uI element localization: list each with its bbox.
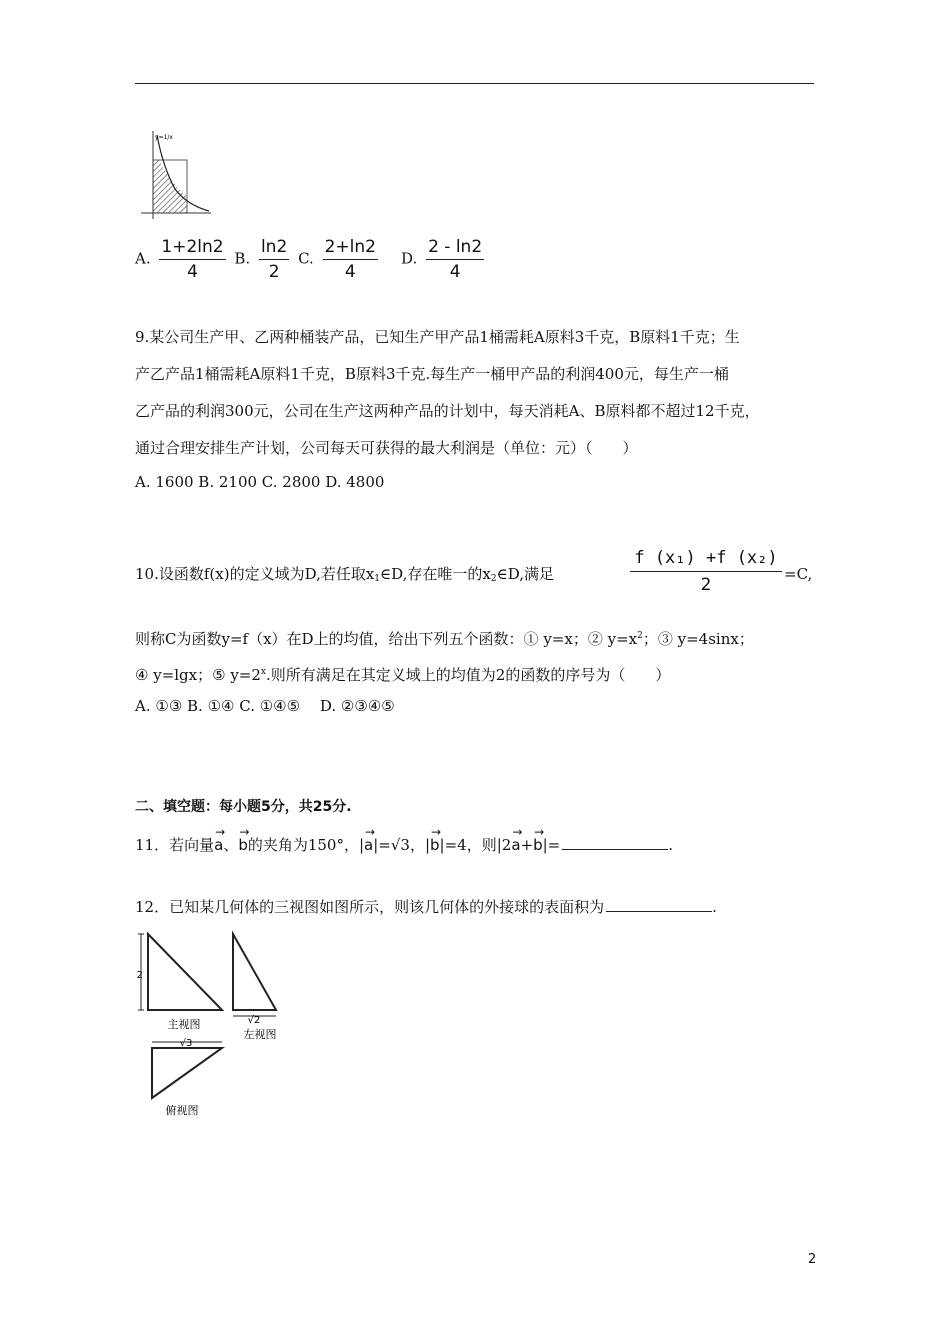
q11-abs-a-tail: |=√3，|: [373, 836, 431, 854]
q10-text-c: ∈D,满足: [496, 565, 554, 583]
q11-abs-vector-b: → b: [430, 830, 440, 856]
q12-period: .: [712, 898, 717, 916]
header-rule: [135, 83, 814, 84]
q11-line: [135, 830, 673, 856]
q11-plus: +: [520, 836, 534, 854]
q10-options: A. ①③ B. ①④ C. ①④⑤ D. ②③④⑤: [135, 697, 395, 715]
q9-line-4: 通过合理安排生产计划，公司每天可获得的最大利润是（单位：元）（ ）: [135, 439, 638, 457]
q10-text-b: ∈D,存在唯一的x: [380, 565, 491, 583]
q11-sum-vector-b: → b: [533, 830, 543, 856]
q10-text-d: 则称C为函数y=f（x）在D上的均值，给出下列五个函数：① y=x；② y=x: [135, 630, 638, 648]
q9-line-3: 乙产品的利润300元，公司在生产这两种产品的计划中，每天消耗A、B原料都不超过12千克，: [135, 402, 760, 420]
q9-line-2: 产乙产品1桶需耗A原料1千克，B原料3千克.每生产一桶甲产品的利润400元，每生产一桶: [135, 365, 729, 383]
q11-abs-b-tail: |=4，则|2: [439, 836, 512, 854]
q10-text-f: ④ y=lgx；⑤ y=2: [135, 666, 261, 684]
q9-line-1: 9.某公司生产甲、乙两种桶装产品，已知生产甲产品1桶需耗A原料3千克，B原料1千克；生: [135, 328, 740, 346]
q11-vector-a: → a: [214, 830, 223, 856]
q12-line: [135, 896, 717, 918]
q12-three-views-figure: [136, 928, 296, 1124]
q8-option-d: $\frac{2 - \ln 2}{4}$: [428, 237, 483, 282]
q11-sum-vector-a: → a: [511, 830, 520, 856]
q10-frac-den: 2: [700, 575, 712, 595]
q10-sub-2: 2: [490, 574, 497, 584]
q11-mid: 的夹角为150°，|: [247, 836, 365, 854]
q11-answer-blank[interactable]: [562, 835, 668, 850]
q10-fraction: [630, 548, 782, 595]
page-number: 2: [808, 1252, 817, 1267]
q11-sep: 、: [223, 836, 239, 854]
q12-dim-height: 2: [136, 970, 143, 981]
q12-dim-left: √2: [247, 1015, 261, 1026]
q8-option-a-letter: A.: [135, 249, 151, 268]
q8-option-b-letter: B.: [234, 249, 251, 268]
q10-line-1: [135, 563, 554, 590]
q8-option-a: $\frac{1+2\ln 2}{4}$: [161, 237, 224, 282]
q10-line-3: [135, 661, 670, 686]
q12-left-label: 左视图: [243, 1028, 277, 1041]
q8-options: [135, 236, 488, 283]
q11-vector-b: → b: [238, 830, 248, 856]
q11-prefix: 11．若向量: [135, 836, 215, 854]
q11-end: |=: [542, 836, 561, 854]
q10-text-a: 10.设函数f(x)的定义域为D,若任取x: [135, 565, 375, 583]
q11-abs-vector-a: → a: [364, 830, 373, 856]
q12-answer-blank[interactable]: [606, 897, 712, 912]
q10-line-2: [135, 625, 754, 650]
section2-heading: 二、填空题：每小题5分，共25分.: [135, 799, 352, 815]
q12-dim-top: √3: [179, 1038, 193, 1049]
q12-top-label: 俯视图: [165, 1104, 199, 1117]
q11-period: .: [668, 836, 674, 854]
q10-text-g: .则所有满足在其定义域上的均值为2的函数的序号为（ ）: [266, 666, 671, 684]
q8-graph-figure: [135, 127, 215, 221]
q12-front-label: 主视图: [167, 1018, 201, 1031]
q9-options: A. 1600 B. 2100 C. 2800 D. 4800: [135, 473, 385, 491]
q10-sup-2: x: [260, 667, 266, 677]
q10-frac-num: f (x₁) +f (x₂): [630, 548, 782, 572]
q10-sub-1: 1: [374, 574, 381, 584]
q10-frac-tail: =C,: [784, 565, 813, 583]
q10-sup-1: 2: [637, 631, 643, 641]
q8-option-c-letter: C.: [298, 249, 314, 268]
q8-option-c: $\frac{2+\ln 2}{4}$: [324, 237, 376, 282]
q12-text: 12．已知某几何体的三视图如图所示，则该几何体的外接球的表面积为: [135, 898, 605, 916]
q8-curve-label: y=1/x: [155, 134, 173, 141]
q10-text-e: ；③ y=4sinx；: [642, 630, 754, 648]
q8-option-b: $\frac{\ln 2}{2}$: [260, 237, 288, 282]
q8-option-d-letter: D.: [401, 249, 418, 268]
